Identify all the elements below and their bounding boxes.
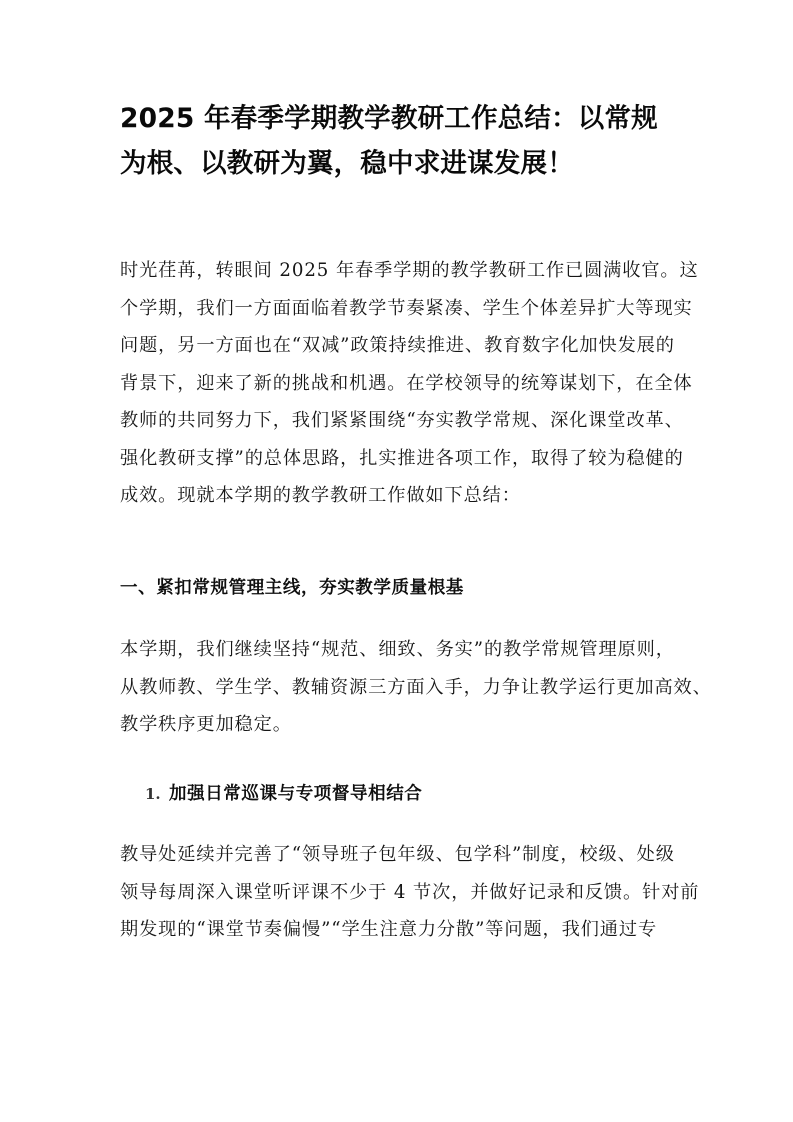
subsection-paragraph bbox=[120, 836, 700, 949]
title-line: 2025 年春季学期教学教研工作总结：以常规 bbox=[120, 103, 658, 134]
list-marker: 1. bbox=[145, 785, 161, 803]
paragraph-line: 从教师教、学生学、教辅资源三方面入手，力争让教学运行更加高效、 bbox=[120, 676, 712, 698]
paragraph-line: 时光荏苒，转眼间 2025 年春季学期的教学教研工作已圆满收官。这 bbox=[120, 260, 699, 281]
title-line: 为根、以教研为翼，稳中求进谋发展！ bbox=[120, 148, 574, 179]
paragraph-line: 背景下，迎来了新的挑战和机遇。在学校领导的统筹谋划下，在全体 bbox=[120, 372, 693, 394]
section-paragraph bbox=[120, 631, 712, 744]
paragraph-line: 强化教研支撑”的总体思路，扎实推进各项工作，取得了较为稳健的 bbox=[120, 447, 684, 469]
paragraph-line: 本学期，我们继续坚持“规范、细致、务实”的教学常规管理原则， bbox=[120, 639, 675, 660]
document-title bbox=[120, 96, 680, 186]
section-heading: 一、紧扣常规管理主线，夯实教学质量根基 bbox=[120, 578, 464, 598]
paragraph-line: 教学秩序更加稳定。 bbox=[120, 714, 292, 735]
paragraph-line: 成效。现就本学期的教学教研工作做如下总结： bbox=[120, 485, 521, 506]
paragraph-line: 教导处延续并完善了“领导班子包年级、包学科”制度，校级、处级 bbox=[120, 844, 675, 865]
subsection-heading bbox=[145, 780, 422, 807]
subsection-heading-text: 加强日常巡课与专项督导相结合 bbox=[169, 784, 423, 804]
paragraph-line: 个学期，我们一方面面临着教学节奏紧凑、学生个体差异扩大等现实 bbox=[120, 297, 693, 319]
paragraph-line: 教师的共同努力下，我们紧紧围绕“夯实教学常规、深化课堂改革、 bbox=[120, 410, 684, 431]
paragraph-line: 期发现的“课堂节奏偏慢”“学生注意力分散”等问题，我们通过专 bbox=[120, 919, 658, 940]
intro-paragraph bbox=[120, 252, 699, 515]
paragraph-line: 问题，另一方面也在“双减”政策持续推进、教育数字化加快发展的 bbox=[120, 335, 675, 356]
paragraph-line: 领导每周深入课堂听评课不少于 4 节次，并做好记录和反馈。针对前 bbox=[120, 881, 700, 903]
